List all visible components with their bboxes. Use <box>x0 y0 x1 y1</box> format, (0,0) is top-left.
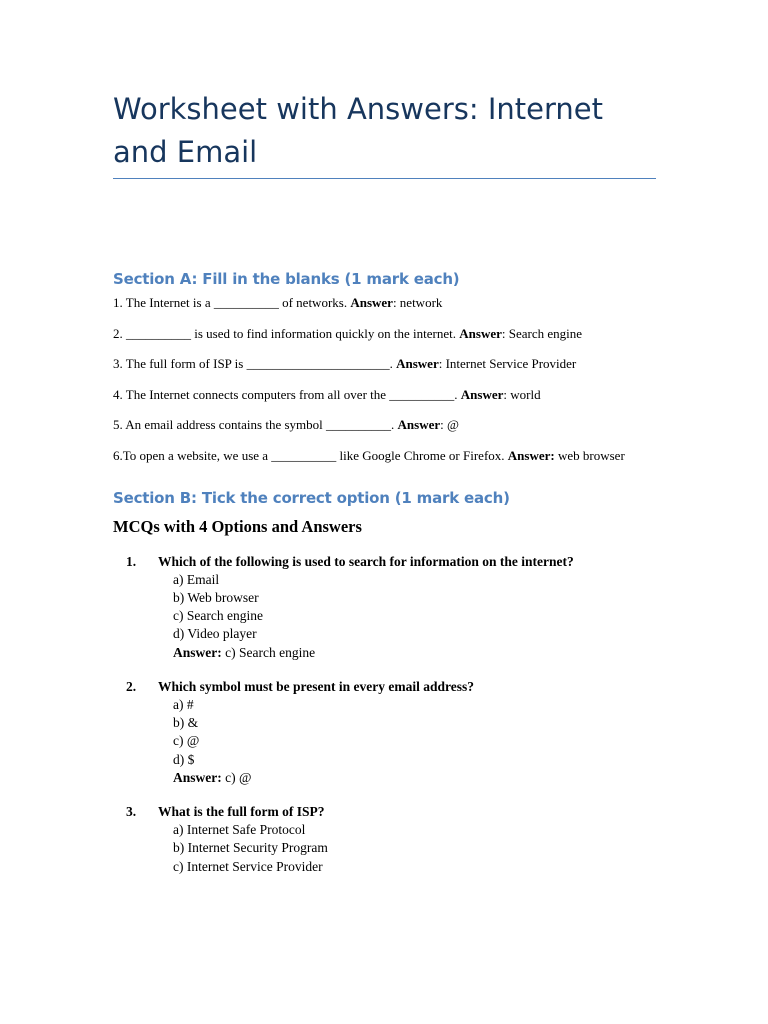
fill-in-blanks-list <box>113 294 656 465</box>
question-text: Which symbol must be present in every email address? <box>158 678 475 694</box>
fill-item-text: 2. __________ is used to find information quickly on the internet. <box>113 325 460 341</box>
section-a-heading: Section A: Fill in the blanks (1 mark each) <box>113 270 460 288</box>
option: b) Internet Security Program <box>173 840 328 856</box>
question-row <box>113 553 656 571</box>
fill-item <box>113 294 656 312</box>
answer-label: Answer: <box>507 447 555 463</box>
answer-line <box>173 644 656 662</box>
option: b) Web browser <box>173 589 259 605</box>
option: a) # <box>173 696 194 712</box>
mcq-question-1 <box>113 553 656 662</box>
answer-text: : network <box>392 295 443 310</box>
option: a) Internet Safe Protocol <box>173 822 306 838</box>
answer-line <box>173 769 656 787</box>
option: d) Video player <box>173 626 257 642</box>
option-list <box>113 821 656 876</box>
question-number: 1. <box>126 553 137 569</box>
mcq-heading: MCQs with 4 Options and Answers <box>113 516 362 536</box>
option: a) Email <box>173 571 220 587</box>
option: c) Search engine <box>173 608 263 624</box>
option-list <box>113 696 656 787</box>
option: c) @ <box>173 733 200 749</box>
question-row <box>113 803 656 821</box>
answer-label: Answer <box>396 356 439 371</box>
document-title: Worksheet with Answers: Internet and Email <box>113 88 656 179</box>
fill-item-text: 3. The full form of ISP is ______________________. <box>113 356 397 371</box>
answer-label: Answer <box>459 325 502 341</box>
mcq-question-2 <box>113 678 656 787</box>
option-list <box>113 571 656 662</box>
mcq-list <box>113 553 656 876</box>
document-page <box>113 88 656 892</box>
answer-label: Answer: <box>173 769 222 785</box>
question-text: Which of the following is used to search for information on the internet? <box>158 553 574 569</box>
fill-item <box>113 447 656 465</box>
option: d) $ <box>173 751 195 767</box>
answer-label: Answer <box>350 295 393 310</box>
answer-text: : Internet Service Provider <box>438 356 577 371</box>
answer-text: web browser <box>554 447 625 463</box>
mcq-question-3 <box>113 803 656 876</box>
fill-item <box>113 386 656 404</box>
answer-text: : world <box>503 386 541 402</box>
answer-text: c) Search engine <box>221 644 316 660</box>
option: b) & <box>173 715 199 731</box>
fill-item-text: 6.To open a website, we use a __________ like Google Chrome or Firefox. <box>113 447 508 463</box>
fill-item <box>113 355 656 373</box>
answer-text: c) @ <box>221 769 252 785</box>
section-b-heading: Section B: Tick the correct option (1 mark each) <box>113 488 510 507</box>
answer-label: Answer: <box>173 644 222 660</box>
option: c) Internet Service Provider <box>173 858 323 874</box>
fill-item <box>113 416 656 434</box>
fill-item-text: 4. The Internet connects computers from all over the __________. <box>113 386 461 402</box>
question-row <box>113 678 656 696</box>
question-number: 3. <box>126 803 137 819</box>
question-number: 2. <box>126 678 137 694</box>
fill-item-text: 1. The Internet is a __________ of networks. <box>113 295 351 310</box>
question-text: What is the full form of ISP? <box>158 803 325 819</box>
answer-text: : @ <box>440 417 459 432</box>
fill-item <box>113 325 656 343</box>
answer-label: Answer <box>397 417 441 432</box>
answer-text: : Search engine <box>501 325 583 341</box>
answer-label: Answer <box>460 386 504 402</box>
fill-item-text: 5. An email address contains the symbol __________. <box>113 417 398 432</box>
